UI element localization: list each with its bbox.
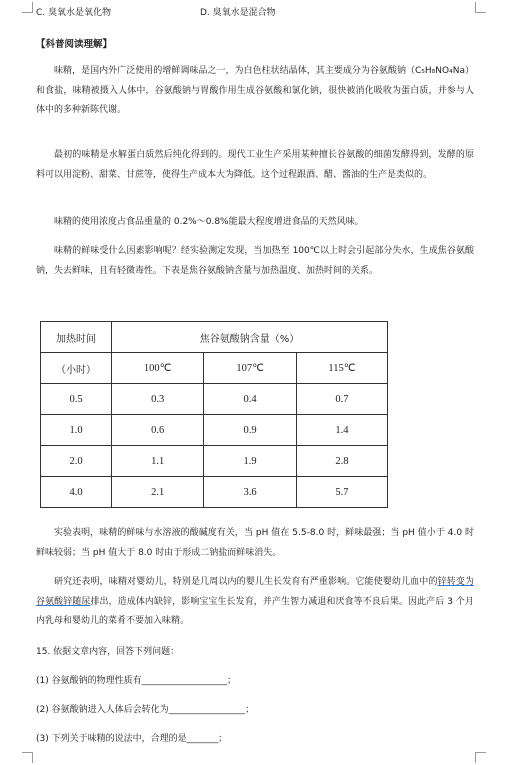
crop-mark-bottom-left: [22, 752, 33, 763]
infants-text-part-1: 研究还表明，味精对婴幼儿，特别是几周以内的婴儿生长发育有严重影响。它能使婴幼儿血中的: [54, 577, 438, 587]
table-row: [41, 446, 388, 477]
paragraph-ph: 实验表明，味精的鲜味与水溶液的酸碱度有关，当 pH 值在 5.5-8.0 时，鲜味最强；当 pH 值小于 4.0 时鲜味较弱；当 pH 值大于 8.0 时由于形成二钠盐而鲜味消失。: [36, 528, 474, 558]
paragraph-intro: 味精，是国内外广泛使用的增鲜调味品之一，为白色柱状结晶体，其主要成分为谷氨酸钠（C₅H₈NO₄Na）和食盐，味精被摄入人体中，谷氨酸钠与胃酸作用生成谷氨酸和氯化钠，很快被消化吸收为蛋白质，并参与人体中的多种新陈代谢。: [36, 66, 474, 115]
paragraph-production: 最初的味精是水解蛋白质然后纯化得到的。现代工业生产采用某种擅长谷氨酸的细菌发酵得到，发酵的原料可以用淀粉、甜菜、甘蔗等，使得生产成本大为降低。这个过程跟酒、醋、酱油的生产是类似的。: [36, 150, 474, 180]
infants-text-part-2: 排出，造成体内缺锌，影响宝宝生长发育，并产生智力减退和厌食等不良后果。因此产后 3 个月内乳母和婴幼儿的菜肴不要加入味精。: [36, 596, 474, 626]
crop-mark-bottom-right: [475, 752, 486, 763]
temp-107: 107℃: [204, 353, 296, 384]
table-row: [41, 477, 388, 508]
row-time: 2.0: [41, 446, 112, 477]
temp-100: 100℃: [112, 353, 204, 384]
table-subheader-row: [41, 353, 388, 384]
row-time: 0.5: [41, 384, 112, 415]
question-3: (3) 下列关于味精的说法中，合理的是_______；: [36, 734, 228, 744]
paragraph-concentration: 味精的使用浓度占食品重量的 0.2%～0.8%能最大程度增进食品的天然风味。: [54, 217, 364, 227]
question-intro: 15. 依据文章内容，回答下列问题：: [36, 647, 180, 657]
infants-text-underlined: 锌转变为谷氨酸锌随尿: [36, 577, 474, 607]
cell-value: 3.6: [204, 477, 296, 508]
data-table: [40, 321, 388, 508]
header-content: 焦谷氨酸钠含量（%）: [112, 322, 388, 353]
temp-115: 115℃: [296, 353, 387, 384]
cell-value: 5.7: [296, 477, 387, 508]
crop-mark-top-left: [22, 2, 33, 13]
row-time: 1.0: [41, 415, 112, 446]
cell-value: 0.3: [112, 384, 204, 415]
cell-value: 1.1: [112, 446, 204, 477]
cell-value: 2.8: [296, 446, 387, 477]
header-time-unit: （小时）: [41, 353, 112, 384]
cell-value: 2.1: [112, 477, 204, 508]
question-1: (1) 谷氨酸钠的物理性质有___________________；: [36, 676, 237, 686]
crop-mark-top-right: [475, 2, 486, 13]
table-row: [41, 415, 388, 446]
cell-value: 1.9: [204, 446, 296, 477]
option-c: C. 臭氧水是氧化物: [36, 8, 112, 18]
table-header-row: [41, 322, 388, 353]
paragraph-heating: 味精的鲜味受什么因素影响呢？经实验测定发现，当加热至 100℃以上时会引起部分失水，生成焦谷氨酸钠，失去鲜味，且有轻微毒性。下表是焦谷氨酸钠含量与加热温度、加热时间的关系。: [36, 246, 474, 276]
cell-value: 0.9: [204, 415, 296, 446]
table-row: [41, 384, 388, 415]
question-2: (2) 谷氨酸钠进入人体后会转化为_________________；: [36, 705, 255, 715]
paragraph-infants: [36, 573, 474, 632]
cell-value: 0.6: [112, 415, 204, 446]
cell-value: 1.4: [296, 415, 387, 446]
section-title: 【科普阅读理解】: [36, 39, 113, 50]
cell-value: 0.7: [296, 384, 387, 415]
option-d: D. 臭氧水是混合物: [200, 8, 276, 18]
cell-value: 0.4: [204, 384, 296, 415]
row-time: 4.0: [41, 477, 112, 508]
header-time: 加热时间: [41, 322, 112, 353]
